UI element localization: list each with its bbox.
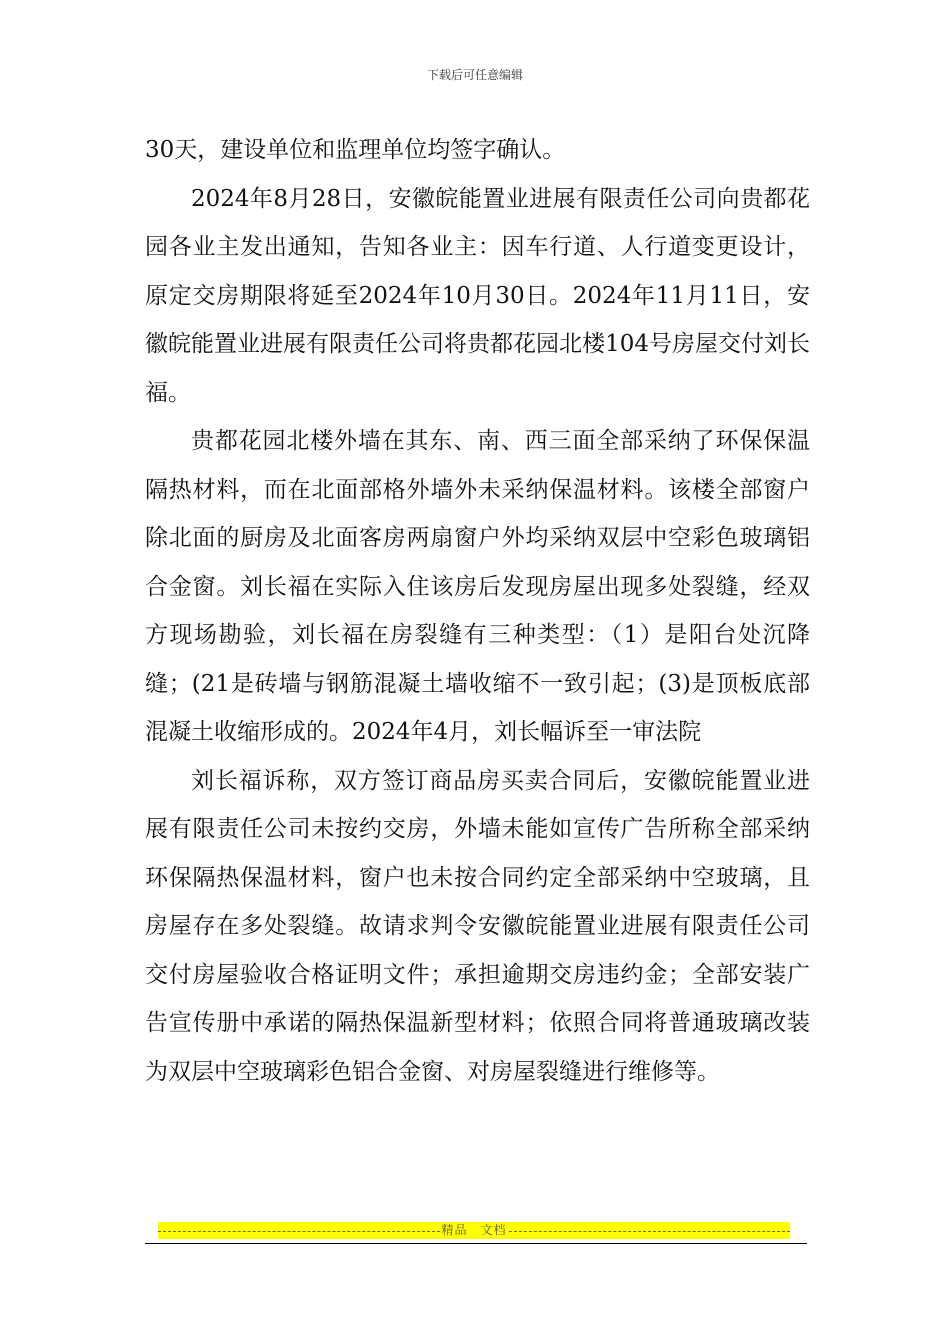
paragraph-2: 2024年8月28日，安徽皖能置业进展有限责任公司向贵都花园各业主发出通知，告知各业主：因车行道、人行道变更设计，原定交房期限将延至2024年10月30日。2024年11月11日，安徽皖能置业进展有限责任公司将贵都花园北楼104号房屋交付刘长福。 xyxy=(145,185,810,406)
footer-label: 精品 文档 xyxy=(441,1223,507,1237)
paragraph-3: 贵都花园北楼外墙在其东、南、西三面全部采纳了环保保温隔热材料，而在北面部格外墙外未采纳保温材料。该楼全部窗户除北面的厨房及北面客房两扇窗户外均采纳双层中空彩色玻璃铝合金窗。刘长福在实际入住该房后发现房屋出现多处裂缝，经双方现场勘验，刘长福在房裂缝有三种类型：（1）是阳台处沉降缝；(21是砖墙与钢筋混凝土墙收缩不一致引起；(3)是顶板底部混凝土收缩形成的。2024年4月，刘长幅诉至一审法院 xyxy=(145,428,810,745)
footer-band xyxy=(158,1222,790,1239)
paragraph-1: 30天，建设单位和监理单位均签字确认。 xyxy=(145,137,566,163)
footer-rule xyxy=(145,1243,807,1244)
footer-dash-right xyxy=(509,1231,790,1232)
paragraph-4: 刘长福诉称，双方签订商品房买卖合同后，安徽皖能置业进展有限责任公司未按约交房，外墙未能如宣传广告所称全部采纳环保隔热保温材料，窗户也未按合同约定全部采纳中空玻璃，且房屋存在多处裂缝。故请求判令安徽皖能置业进展有限责任公司交付房屋验收合格证明文件；承担逾期交房违约金；全部安装广告宣传册中承诺的隔热保温新型材料；依照合同将普通玻璃改装为双层中空玻璃彩色铝合金窗、对房屋裂缝进行维修等。 xyxy=(145,767,810,1085)
page-header: 下载后可任意编辑 xyxy=(426,68,523,82)
document-body xyxy=(145,126,810,1096)
footer-dash-left xyxy=(158,1231,440,1232)
